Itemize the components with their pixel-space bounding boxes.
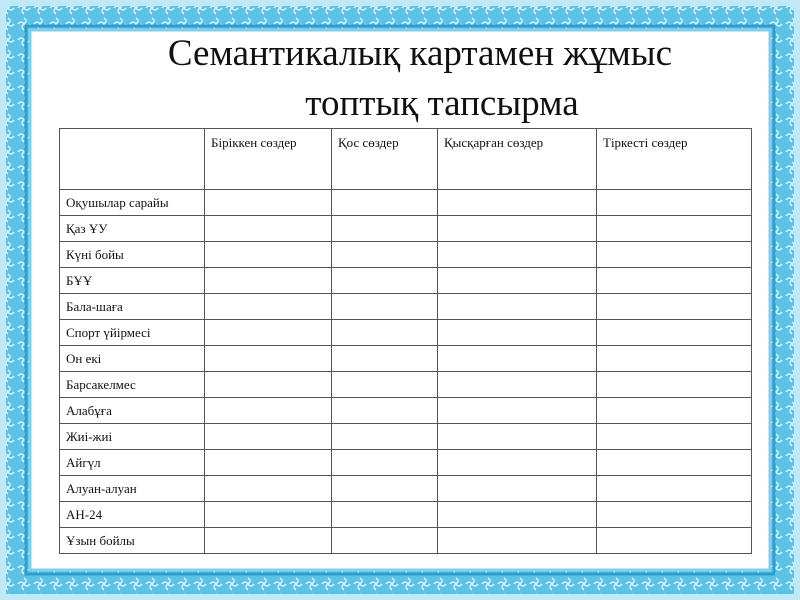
word-classification-table xyxy=(59,128,752,554)
row-word: Алуан-алуан xyxy=(60,476,205,502)
cell xyxy=(597,502,752,528)
cell xyxy=(438,268,597,294)
header-phrase-words: Тіркесті сөздер xyxy=(597,129,752,190)
cell xyxy=(597,528,752,554)
cell xyxy=(205,450,332,476)
table-row xyxy=(60,528,752,554)
cell xyxy=(332,476,438,502)
table-row xyxy=(60,502,752,528)
cell xyxy=(438,216,597,242)
row-word: Спорт үйірмесі xyxy=(60,320,205,346)
cell xyxy=(332,450,438,476)
cell xyxy=(332,528,438,554)
cell xyxy=(438,424,597,450)
cell xyxy=(438,190,597,216)
cell xyxy=(332,424,438,450)
cell xyxy=(597,476,752,502)
row-word: Алабұға xyxy=(60,398,205,424)
cell xyxy=(438,528,597,554)
cell xyxy=(597,294,752,320)
cell xyxy=(205,528,332,554)
cell xyxy=(205,372,332,398)
cell xyxy=(438,502,597,528)
cell xyxy=(205,216,332,242)
row-word: АН-24 xyxy=(60,502,205,528)
cell xyxy=(438,398,597,424)
header-cell-empty xyxy=(60,129,205,190)
cell xyxy=(332,190,438,216)
cell xyxy=(332,294,438,320)
table-row xyxy=(60,320,752,346)
cell xyxy=(597,372,752,398)
table-row xyxy=(60,294,752,320)
cell xyxy=(597,216,752,242)
row-word: БҰҰ xyxy=(60,268,205,294)
table-row xyxy=(60,216,752,242)
table-row xyxy=(60,372,752,398)
cell xyxy=(438,320,597,346)
row-word: Күні бойы xyxy=(60,242,205,268)
cell xyxy=(205,320,332,346)
table-row xyxy=(60,190,752,216)
row-word: Айгүл xyxy=(60,450,205,476)
cell xyxy=(205,502,332,528)
table-row xyxy=(60,398,752,424)
cell xyxy=(332,268,438,294)
cell xyxy=(205,242,332,268)
page-subtitle: топтық тапсырма xyxy=(305,83,579,124)
cell xyxy=(205,190,332,216)
cell xyxy=(332,346,438,372)
table-row xyxy=(60,346,752,372)
row-word: Бала-шаға xyxy=(60,294,205,320)
row-word: Ұзын бойлы xyxy=(60,528,205,554)
cell xyxy=(438,372,597,398)
cell xyxy=(438,242,597,268)
cell xyxy=(597,450,752,476)
cell xyxy=(205,476,332,502)
cell xyxy=(205,268,332,294)
cell xyxy=(205,424,332,450)
cell xyxy=(597,346,752,372)
cell xyxy=(205,294,332,320)
cell xyxy=(438,346,597,372)
table-row xyxy=(60,476,752,502)
cell xyxy=(597,398,752,424)
row-word: Қаз ҰУ xyxy=(60,216,205,242)
cell xyxy=(205,398,332,424)
cell xyxy=(332,242,438,268)
cell xyxy=(597,424,752,450)
cell xyxy=(597,190,752,216)
cell xyxy=(597,320,752,346)
header-row xyxy=(60,129,752,190)
row-word: Жиі-жиі xyxy=(60,424,205,450)
cell xyxy=(438,450,597,476)
table-row xyxy=(60,242,752,268)
cell xyxy=(332,398,438,424)
cell xyxy=(597,268,752,294)
cell xyxy=(438,294,597,320)
table-row xyxy=(60,268,752,294)
header-compound-words: Біріккен сөздер xyxy=(205,129,332,190)
page-title: Семантикалық картамен жұмыс xyxy=(167,33,673,74)
cell xyxy=(597,242,752,268)
cell xyxy=(332,372,438,398)
row-word: Он екі xyxy=(60,346,205,372)
row-word: Оқушылар сарайы xyxy=(60,190,205,216)
cell xyxy=(438,476,597,502)
cell xyxy=(332,216,438,242)
cell xyxy=(332,320,438,346)
row-word: Барсакелмес xyxy=(60,372,205,398)
table-row xyxy=(60,450,752,476)
table-row xyxy=(60,424,752,450)
header-paired-words: Қос сөздер xyxy=(332,129,438,190)
cell xyxy=(332,502,438,528)
header-abbreviated-words: Қысқарған сөздер xyxy=(438,129,597,190)
cell xyxy=(205,346,332,372)
